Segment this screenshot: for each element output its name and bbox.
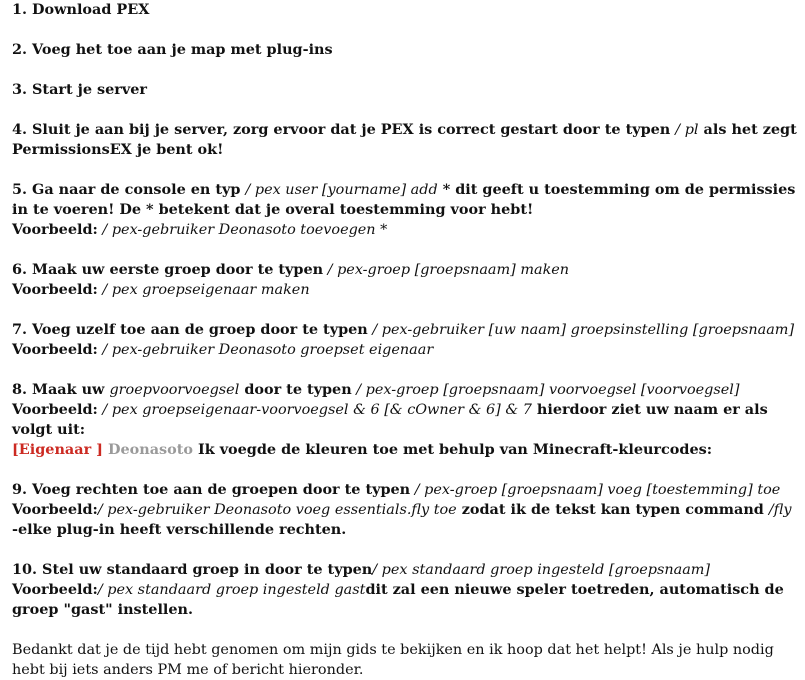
step-5-command: / pex user [yourname] add (245, 182, 438, 198)
step-1 (12, 0, 798, 20)
step-10-text-b: dit zal een nieuwe speler toetreden, automatisch de groep "gast" instellen. (12, 581, 784, 618)
step-5-text-a: 5. Ga naar de console en typ (12, 181, 246, 198)
step-4-text-a: 4. Sluit je aan bij je server, zorg ervoor dat je PEX is correct gestart door te typen (12, 121, 676, 138)
step-8-text-c: hierdoor ziet uw naam er als volgt uit: (12, 401, 768, 438)
step-3-text: 3. Start je server (12, 81, 147, 98)
rank-prefix-tag: [Eigenaar ] (12, 441, 103, 458)
step-10-command: / pex standaard groep ingesteld [groepsnaam] (372, 562, 711, 578)
step-9-command-2: /fly (768, 502, 792, 518)
step-9-text-c: -elke plug-in heeft verschillende rechten. (12, 521, 347, 538)
step-5 (12, 180, 798, 240)
step-10 (12, 560, 798, 620)
step-4-text-b: als het zegt PermissionsEX je bent ok! (12, 121, 797, 158)
step-8-text-a: 8. Maak uw (12, 381, 110, 398)
step-4 (12, 120, 798, 160)
step-8-command: / pex-groep [groepsnaam] voorvoegsel [voorvoegsel] (351, 382, 740, 398)
step-9-text-a: 9. Voeg rechten toe aan de groepen door te typen (12, 481, 411, 498)
step-1-text: 1. Download PEX (12, 1, 150, 18)
step-8-word: groepvoorvoegsel (109, 382, 240, 398)
step-3 (12, 80, 798, 100)
step-6-command: / pex-groep [groepsnaam] maken (323, 262, 570, 278)
step-7-example-label: Voorbeeld: (12, 341, 98, 358)
step-6-example-command: / pex groepseigenaar maken (97, 282, 310, 298)
step-8-example-label: Voorbeeld: (12, 401, 98, 418)
step-2 (12, 40, 798, 60)
step-10-example-label: Voorbeeld: (12, 581, 98, 598)
step-7 (12, 320, 798, 360)
step-10-text-a: 10. Stel uw standaard groep in door te typen (12, 561, 373, 578)
closing-text: Bedankt dat je de tijd hebt genomen om mijn gids te bekijken en ik hoop dat het helpt! Als je hulp nodig hebt bij iets anders PM me of bericht hieronder. (12, 642, 774, 678)
step-8-text-d: Ik voegde de kleuren toe met behulp van Minecraft-kleurcodes: (192, 441, 713, 458)
player-name-tag: Deonasoto (102, 441, 193, 458)
step-9-command: / pex-groep [groepsnaam] voeg [toestemming] toe (410, 482, 781, 498)
step-7-command: / pex-gebruiker [uw naam] groepsinstelling [groepsnaam] (367, 322, 795, 338)
step-5-text-b: * dit geeft u toestemming om de permissies in te voeren! De * betekent dat je overal toestemming voor hebt! (12, 181, 796, 218)
step-10-example-command: / pex standaard groep ingesteld gast (97, 582, 366, 598)
step-5-example-command: / pex-gebruiker Deonasoto toevoegen * (97, 222, 388, 238)
closing-paragraph (12, 640, 798, 680)
step-9-text-b: zodat ik de tekst kan typen command (456, 501, 769, 518)
step-9-example-command: / pex-gebruiker Deonasoto voeg essentials.fly toe (97, 502, 457, 518)
step-4-command: / pl (675, 122, 699, 138)
step-8-text-b: door te typen (239, 381, 352, 398)
step-9 (12, 480, 798, 540)
step-6 (12, 260, 798, 300)
step-6-example-label: Voorbeeld: (12, 281, 98, 298)
step-6-text-a: 6. Maak uw eerste groep door te typen (12, 261, 324, 278)
step-9-example-label: Voorbeeld: (12, 501, 98, 518)
step-7-text-a: 7. Voeg uzelf toe aan de groep door te typen (12, 321, 368, 338)
step-8 (12, 380, 798, 460)
step-8-example-command: / pex groepseigenaar-voorvoegsel & 6 [& cOwner & 6] & 7 (97, 402, 532, 418)
step-5-example-label: Voorbeeld: (12, 221, 98, 238)
guide-document (12, 0, 798, 680)
step-2-text: 2. Voeg het toe aan je map met plug-ins (12, 41, 333, 58)
step-7-example-command: / pex-gebruiker Deonasoto groepset eigenaar (97, 342, 434, 358)
